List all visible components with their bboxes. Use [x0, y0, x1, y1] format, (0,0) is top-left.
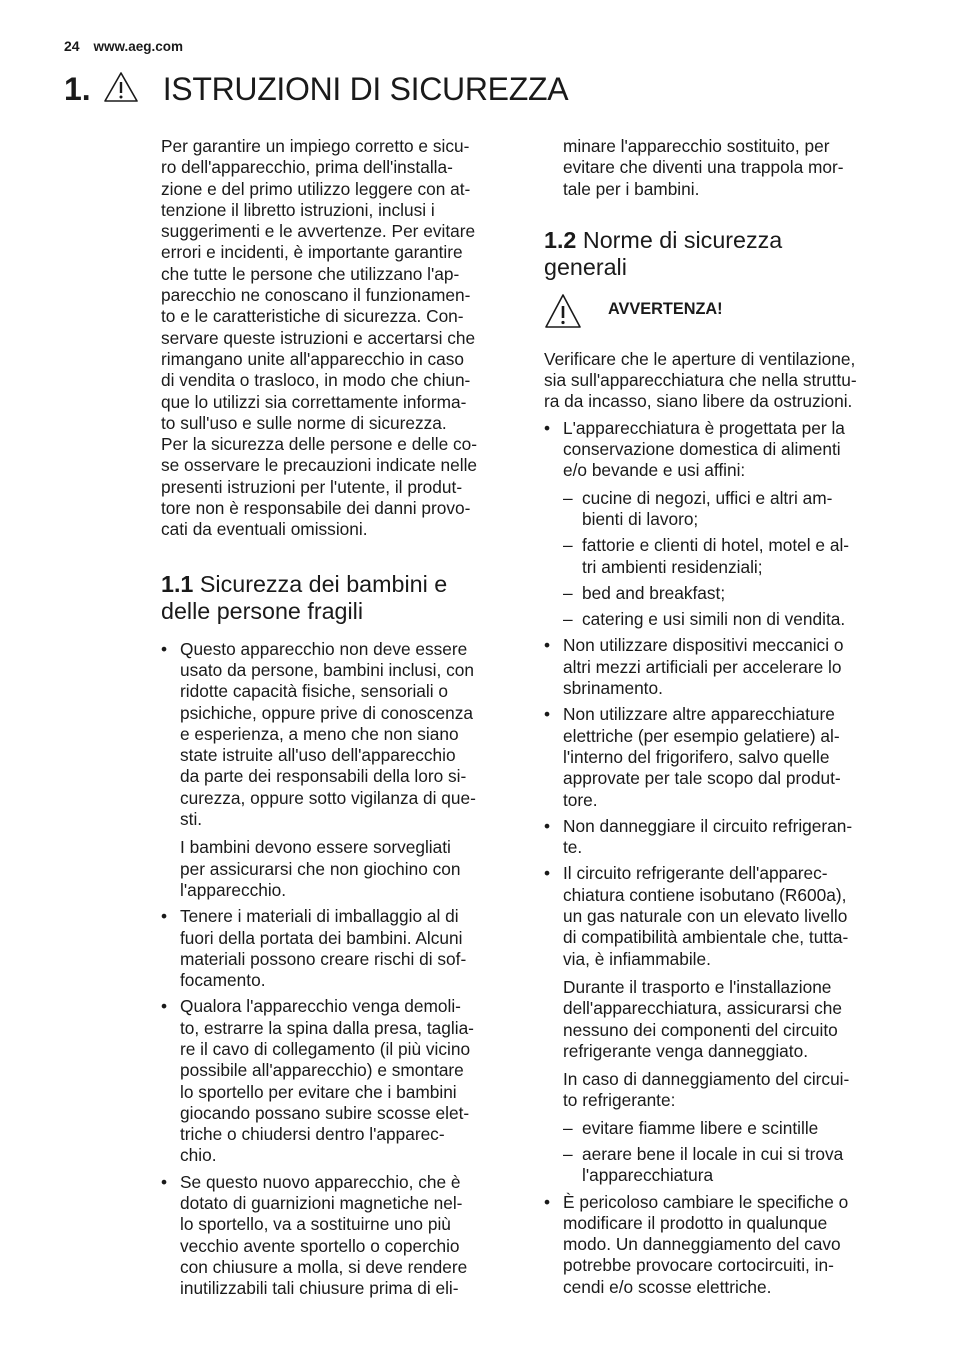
page-header: [64, 38, 183, 54]
list-item: • Se questo nuovo apparecchio, che è dotato di guarnizioni magnetiche nel- lo sportello, va a sostituirne uno più vecchio avente sportello o coperchio con chiusure a molla, si deve rendere inutilizzabili tali chiusure prima di eli-: [161, 1172, 513, 1300]
dash-item: – bed and breakfast;: [563, 583, 896, 604]
section-1-1-list: [161, 639, 513, 1300]
dash-item: – aerare bene il locale in cui si trova l'apparecchiatura: [563, 1144, 896, 1187]
list-item: • Non utilizzare dispositivi meccanici o altri mezzi artificiali per accelerare lo sbrinamento.: [544, 635, 896, 699]
chapter-heading: ISTRUZIONI DI SICUREZZA: [162, 70, 569, 107]
right-column: [544, 136, 896, 1303]
header-url: www.aeg.com: [93, 39, 183, 54]
section-1-1-heading: 1.1 Sicurezza dei bambini e delle persone fragili: [161, 570, 448, 624]
list-item: • L'apparecchiatura è progettata per la conservazione domestica di alimenti e/o bevande e usi affini: – cucine di negozi, uffici e altri am- bienti di lavoro; – fattorie e clienti di hotel, motel e al- tri ambienti residenziali; – bed and breakfast; – catering e usi simili non di vendita.: [544, 418, 896, 631]
list-item: • Tenere i materiali di imballaggio al di fuori della portata dei bambini. Alcuni materiali possono creare rischi di sof- focamento.: [161, 906, 513, 991]
dash-item: – cucine di negozi, uffici e altri am- bienti di lavoro;: [563, 488, 896, 531]
list-item: • Non utilizzare altre apparecchiature elettriche (per esempio gelatiere) al- l'interno del frigorifero, salvo quelle approvate per tale scopo dal produt- tore.: [544, 704, 896, 810]
continuation-paragraph: minare l'apparecchio sostituito, per evitare che diventi una trappola mor- tale per i bambini.: [563, 136, 844, 199]
list-item: • Il circuito refrigerante dell'apparec- chiatura contiene isobutano (R600a), un gas naturale con un elevato livello di compatibilità ambientale che, tutta- via, è infiammabile. Durante il trasporto e l'installazione dell'apparecchiatura, assicurarsi che nessuno dei componenti del circuito refrigerante venga danneggiato. In caso di danneggiamento del circui- to refrigerante: – evitare fiamme libere e scintille – aerare bene il locale in cui si trova l'apparecchiatura: [544, 863, 896, 1186]
intro-paragraph: Per garantire un impiego corretto e sicu- ro dell'apparecchio, prima dell'installa- zione e del primo utilizzo leggere con at- tenzione il libretto istruzioni, inclusi i suggerimenti e le avvertenze. Per evitare errori e incidenti, è importante garantire che tutte le persone che utilizzano l'ap- parecchio ne conoscano il funzionamen- to e le caratteristiche di sicurezza. Con- servare queste istruzioni e accertarsi che rimangano unite all'apparecchio in caso di vendita o trasloco, in modo che chiun- que lo utilizzi sia correttamente informa- to sull'uso e sulle norme di sicurezza. Per la sicurezza delle persone e delle co- se osservare le precauzioni indicate nelle presenti istruzioni per l'utente, il produt- tore non è responsabile dei danni provo- cati da eventuali omissioni.: [161, 136, 478, 540]
dash-list: [563, 1118, 896, 1187]
dash-list: [563, 488, 896, 631]
ventilation-paragraph: Verificare che le aperture di ventilazione, sia sull'apparecchiatura che nella struttu- ra da incasso, siano libere da ostruzioni.: [544, 348, 857, 412]
page-number: 24: [64, 38, 80, 54]
list-item: • Non danneggiare il circuito refrigeran- te.: [544, 816, 896, 859]
section-1-2-list: [544, 418, 896, 1298]
dash-item: – fattorie e clienti di hotel, motel e al- tri ambienti residenziali;: [563, 535, 896, 578]
section-1-2-heading: 1.2 Norme di sicurezza generali: [544, 226, 783, 280]
list-item: • È pericoloso cambiare le specifiche o modificare il prodotto in qualunque modo. Un danneggiamento del cavo potrebbe provocare cortocircuiti, in- cendi e/o scosse elettriche.: [544, 1192, 896, 1298]
dash-item: – evitare fiamme libere e scintille: [563, 1118, 896, 1139]
warning-label: AVVERTENZA!: [608, 299, 723, 318]
chapter-number: 1.: [64, 70, 91, 107]
warning-triangle-icon: [103, 71, 139, 108]
chapter-title: [64, 66, 568, 112]
dash-item: – catering e usi simili non di vendita.: [563, 609, 896, 630]
warning-box: [544, 293, 896, 339]
list-item: • Qualora l'apparecchio venga demoli- to, estrarre la spina dalla presa, taglia- re il cavo di collegamento (il più vicino possibile all'apparecchio) e smontare lo sportello per evitare che i bambini giocando possano subire scosse elet- triche o chiudersi dentro l'apparec- chio.: [161, 996, 513, 1166]
warning-triangle-icon: [544, 293, 584, 334]
left-column: [161, 136, 513, 1305]
list-item: • Questo apparecchio non deve essere usato da persone, bambini inclusi, con ridotte capacità fisiche, sensoriali o psichiche, oppure prive di conoscenza e esperienza, a meno che non siano state istruite all'uso dell'apparecchio da parte dei responsabili della loro si- curezza, oppure sotto vigilanza di que- sti. I bambini devono essere sorvegliati per assicurarsi che non giochino con l'apparecchio.: [161, 639, 513, 902]
